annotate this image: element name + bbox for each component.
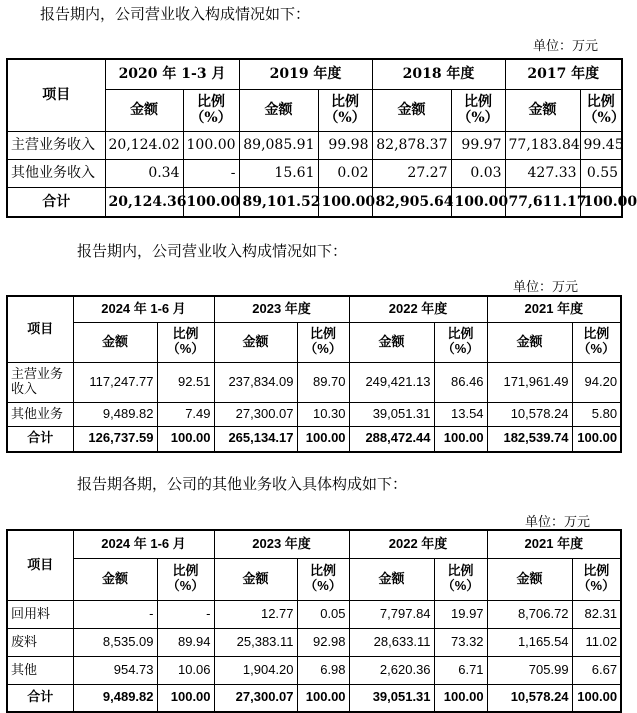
section3-intro: 报告期各期，公司的其他业务收入具体构成如下： bbox=[77, 475, 408, 493]
total-amount-cell: 20,124.36 bbox=[105, 187, 183, 217]
header-item: 项目 bbox=[7, 296, 73, 362]
total-ratio-cell: 100.00 bbox=[572, 684, 621, 712]
header-ratio: 比例（%） bbox=[297, 558, 349, 600]
amount-cell: 954.73 bbox=[73, 656, 157, 684]
header-period: 2023 年度 bbox=[214, 530, 349, 558]
header-period: 2019 年度 bbox=[239, 59, 372, 89]
row-label: 其他业务 bbox=[7, 402, 73, 426]
total-ratio-cell: 100.00 bbox=[580, 187, 622, 217]
row-label: 废料 bbox=[7, 628, 73, 656]
amount-cell: 12.77 bbox=[214, 600, 297, 628]
header-ratio: 比例（%） bbox=[451, 89, 505, 131]
table-row bbox=[7, 402, 621, 426]
header-ratio: 比例（%） bbox=[318, 89, 372, 131]
header-amount: 金额 bbox=[214, 322, 297, 362]
header-amount: 金额 bbox=[105, 89, 183, 131]
section2-intro: 报告期内，公司营业收入构成情况如下： bbox=[77, 242, 348, 260]
total-ratio-cell: 100.00 bbox=[157, 426, 214, 452]
amount-cell: 28,633.11 bbox=[349, 628, 434, 656]
header-amount: 金额 bbox=[349, 322, 434, 362]
ratio-cell: 10.30 bbox=[297, 402, 349, 426]
header-period: 2017 年度 bbox=[505, 59, 622, 89]
table-row bbox=[7, 600, 621, 628]
ratio-cell: 94.20 bbox=[572, 362, 621, 402]
ratio-cell: 100.00 bbox=[183, 131, 239, 159]
amount-cell: 27,300.07 bbox=[214, 402, 297, 426]
row-label: 其他业务收入 bbox=[7, 159, 105, 187]
row-label: 回用料 bbox=[7, 600, 73, 628]
total-ratio-cell: 100.00 bbox=[451, 187, 505, 217]
amount-cell: 8,706.72 bbox=[487, 600, 572, 628]
header-item: 项目 bbox=[7, 530, 73, 600]
amount-cell: 39,051.31 bbox=[349, 402, 434, 426]
amount-cell: 1,904.20 bbox=[214, 656, 297, 684]
ratio-cell: 0.05 bbox=[297, 600, 349, 628]
total-ratio-cell: 100.00 bbox=[157, 684, 214, 712]
amount-cell: - bbox=[73, 600, 157, 628]
total-ratio-cell: 100.00 bbox=[297, 684, 349, 712]
header-amount: 金额 bbox=[73, 322, 157, 362]
ratio-cell: 6.71 bbox=[434, 656, 487, 684]
header-ratio: 比例（%） bbox=[183, 89, 239, 131]
section1-intro: 报告期内，公司营业收入构成情况如下： bbox=[40, 5, 311, 23]
total-row bbox=[7, 187, 622, 217]
ratio-cell: 73.32 bbox=[434, 628, 487, 656]
ratio-cell: 11.02 bbox=[572, 628, 621, 656]
total-amount-cell: 77,611.17 bbox=[505, 187, 580, 217]
total-ratio-cell: 100.00 bbox=[434, 426, 487, 452]
ratio-cell: 10.06 bbox=[157, 656, 214, 684]
ratio-cell: 19.97 bbox=[434, 600, 487, 628]
header-period: 2024 年 1-6 月 bbox=[73, 296, 214, 322]
total-amount-cell: 10,578.24 bbox=[487, 684, 572, 712]
header-ratio: 比例（%） bbox=[434, 322, 487, 362]
amount-cell: 20,124.02 bbox=[105, 131, 183, 159]
amount-cell: 27.27 bbox=[372, 159, 451, 187]
total-label: 合计 bbox=[7, 187, 105, 217]
header-ratio: 比例（%） bbox=[157, 558, 214, 600]
table-row bbox=[7, 628, 621, 656]
header-period: 2022 年度 bbox=[349, 530, 487, 558]
ratio-cell: 92.51 bbox=[157, 362, 214, 402]
row-label: 主营业务收入 bbox=[7, 131, 105, 159]
total-amount-cell: 182,539.74 bbox=[487, 426, 572, 452]
ratio-cell: 86.46 bbox=[434, 362, 487, 402]
amount-cell: 89,085.91 bbox=[239, 131, 318, 159]
header-amount: 金额 bbox=[487, 558, 572, 600]
total-amount-cell: 89,101.52 bbox=[239, 187, 318, 217]
amount-cell: 8,535.09 bbox=[73, 628, 157, 656]
total-ratio-cell: 100.00 bbox=[297, 426, 349, 452]
total-ratio-cell: 100.00 bbox=[434, 684, 487, 712]
ratio-cell: 99.97 bbox=[451, 131, 505, 159]
row-label: 其他 bbox=[7, 656, 73, 684]
total-amount-cell: 9,489.82 bbox=[73, 684, 157, 712]
table-row bbox=[7, 159, 622, 187]
section2-unit: 单位：万元 bbox=[513, 280, 579, 295]
amount-cell: 77,183.84 bbox=[505, 131, 580, 159]
amount-cell: 7,797.84 bbox=[349, 600, 434, 628]
ratio-cell: 82.31 bbox=[572, 600, 621, 628]
header-ratio: 比例（%） bbox=[580, 89, 622, 131]
header-amount: 金额 bbox=[214, 558, 297, 600]
header-period: 2020 年 1-3 月 bbox=[105, 59, 239, 89]
ratio-cell: 7.49 bbox=[157, 402, 214, 426]
amount-cell: 117,247.77 bbox=[73, 362, 157, 402]
amount-cell: 1,165.54 bbox=[487, 628, 572, 656]
header-amount: 金额 bbox=[349, 558, 434, 600]
ratio-cell: 99.45 bbox=[580, 131, 622, 159]
ratio-cell: 0.55 bbox=[580, 159, 622, 187]
amount-cell: 15.61 bbox=[239, 159, 318, 187]
header-ratio: 比例（%） bbox=[572, 322, 621, 362]
header-ratio: 比例（%） bbox=[157, 322, 214, 362]
ratio-cell: - bbox=[183, 159, 239, 187]
revenue-table-2017-2020 bbox=[6, 58, 637, 218]
amount-cell: 249,421.13 bbox=[349, 362, 434, 402]
other-revenue-table-2021-2024 bbox=[6, 529, 622, 713]
ratio-cell: 6.67 bbox=[572, 656, 621, 684]
total-row bbox=[7, 426, 621, 452]
ratio-cell: 0.02 bbox=[318, 159, 372, 187]
header-period: 2022 年度 bbox=[349, 296, 487, 322]
amount-cell: 171,961.49 bbox=[487, 362, 572, 402]
header-amount: 金额 bbox=[487, 322, 572, 362]
header-ratio: 比例（%） bbox=[572, 558, 621, 600]
table-row bbox=[7, 656, 621, 684]
amount-cell: 427.33 bbox=[505, 159, 580, 187]
header-period: 2024 年 1-6 月 bbox=[73, 530, 214, 558]
total-label: 合计 bbox=[7, 426, 73, 452]
ratio-cell: 6.98 bbox=[297, 656, 349, 684]
section3-unit: 单位：万元 bbox=[525, 515, 591, 530]
ratio-cell: 89.70 bbox=[297, 362, 349, 402]
header-period: 2021 年度 bbox=[487, 530, 621, 558]
amount-cell: 2,620.36 bbox=[349, 656, 434, 684]
row-label: 主营业务收入 bbox=[7, 362, 73, 402]
ratio-cell: - bbox=[157, 600, 214, 628]
total-amount-cell: 126,737.59 bbox=[73, 426, 157, 452]
total-amount-cell: 39,051.31 bbox=[349, 684, 434, 712]
ratio-cell: 5.80 bbox=[572, 402, 621, 426]
amount-cell: 82,878.37 bbox=[372, 131, 451, 159]
section1-unit: 单位：万元 bbox=[533, 39, 599, 54]
header-period: 2018 年度 bbox=[372, 59, 505, 89]
header-period: 2021 年度 bbox=[487, 296, 621, 322]
total-amount-cell: 82,905.64 bbox=[372, 187, 451, 217]
revenue-table-2021-2024 bbox=[6, 295, 622, 453]
total-amount-cell: 288,472.44 bbox=[349, 426, 434, 452]
header-period: 2023 年度 bbox=[214, 296, 349, 322]
header-item: 项目 bbox=[7, 59, 105, 131]
ratio-cell: 89.94 bbox=[157, 628, 214, 656]
total-label: 合计 bbox=[7, 684, 73, 712]
header-ratio: 比例（%） bbox=[434, 558, 487, 600]
ratio-cell: 0.03 bbox=[451, 159, 505, 187]
header-amount: 金额 bbox=[73, 558, 157, 600]
total-row bbox=[7, 684, 621, 712]
total-ratio-cell: 100.00 bbox=[572, 426, 621, 452]
amount-cell: 237,834.09 bbox=[214, 362, 297, 402]
header-amount: 金额 bbox=[372, 89, 451, 131]
ratio-cell: 13.54 bbox=[434, 402, 487, 426]
header-ratio: 比例（%） bbox=[297, 322, 349, 362]
ratio-cell: 99.98 bbox=[318, 131, 372, 159]
total-ratio-cell: 100.00 bbox=[318, 187, 372, 217]
total-amount-cell: 265,134.17 bbox=[214, 426, 297, 452]
ratio-cell: 92.98 bbox=[297, 628, 349, 656]
amount-cell: 9,489.82 bbox=[73, 402, 157, 426]
amount-cell: 0.34 bbox=[105, 159, 183, 187]
total-amount-cell: 27,300.07 bbox=[214, 684, 297, 712]
amount-cell: 705.99 bbox=[487, 656, 572, 684]
table-row bbox=[7, 131, 622, 159]
amount-cell: 10,578.24 bbox=[487, 402, 572, 426]
amount-cell: 25,383.11 bbox=[214, 628, 297, 656]
total-ratio-cell: 100.00 bbox=[183, 187, 239, 217]
table-row bbox=[7, 362, 621, 402]
header-amount: 金额 bbox=[239, 89, 318, 131]
header-amount: 金额 bbox=[505, 89, 580, 131]
